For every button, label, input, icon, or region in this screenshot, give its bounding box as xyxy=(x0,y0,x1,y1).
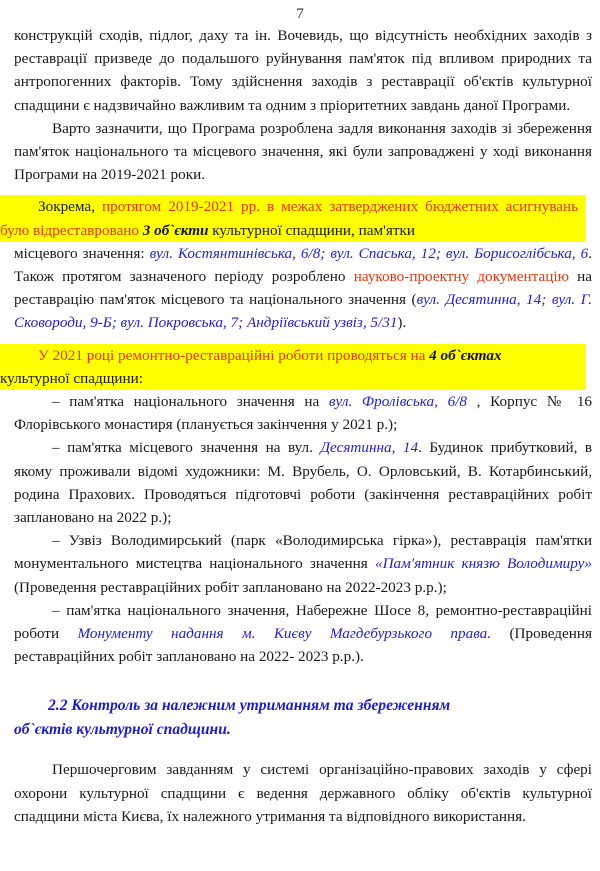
bullet-1-post: . Будинок прибутковий, в якому проживали відомі художники: М. Врубель, О. Орловський, В. Котарбинський, родина Прахових. Проводяться підготовчі роботи (закінчення реставраційних робіт заплановано на 2022 р.); xyxy=(14,439,593,527)
bullet-0-address: вул. Фролівська, 6/8 xyxy=(328,393,467,411)
hl1-lead: Зокрема, xyxy=(38,198,95,216)
bullet-dash: – xyxy=(52,393,60,411)
paragraph-closing: Першочерговим завданням у системі організаційно-правових заходів у сфері охорони культурної спадщини є ведення державного обліку об'єктів культурної спадщини міста Києва, їх належного утримання та відповідного використання. xyxy=(14,761,592,825)
bullet-dash: – xyxy=(52,439,60,457)
hl2-bold-count: 4 об`єктах xyxy=(429,346,502,364)
addr-pre: місцевого значення: xyxy=(14,244,145,262)
red-documentation-run: науково-проектну документацію xyxy=(353,268,569,286)
bullet-0-post: , Корпус № 16 Флорівського монастиря (планується закінчення у 2021 р.); xyxy=(14,393,593,434)
paragraph-program-note: Варто зазначити, що Програма розроблена задля виконання заходів зі збереження пам'яток національного та місцевого значення, які були запроваджені у ході виконання Програми на 2019-2021 роки. xyxy=(14,119,592,184)
addr-mid2: на реставрацію пам'яток місцевого та національного значення ( xyxy=(14,268,592,309)
page-number: 7 xyxy=(296,6,304,22)
bullet-2-monument: «Пам'ятник князю Володимиру» xyxy=(374,555,592,573)
list-item xyxy=(14,529,592,599)
document-body-2 xyxy=(0,242,600,335)
section-title-line-2: об`єктів культурної спадщини. xyxy=(14,721,231,739)
paragraph-intro: конструкцій сходів, підлог, даху та ін. Вочевидь, що відсутність необхідних заходів з реставрації призведе до подальшого руйнування пам'яток під впливом природних та антропогенних факторів. Тому здійснення заходів з реставрації об'єктів культурної спадщини є надзвичайно важливим та одним з пріоритетних завдань даної Програми. xyxy=(14,27,592,114)
addresses-restored: вул. Костянтинівська, 6/8; вул. Спаська, 12; вул. Борисоглібська, 6 xyxy=(149,244,589,262)
list-item xyxy=(14,390,592,436)
bullet-3-post: (Проведення реставраційних робіт заплановано на 2022- 2023 р.р.). xyxy=(14,625,592,666)
addr-tail: ). xyxy=(397,314,407,332)
bullet-dash: – xyxy=(52,601,60,619)
highlight-2-text xyxy=(0,344,578,390)
list-item xyxy=(14,436,592,529)
spacer xyxy=(14,668,592,694)
bullet-0-pre: пам'ятка національного значення на xyxy=(69,393,320,411)
bullet-2-post: (Проведення реставраційних робіт заплановано на 2022-2023 р.р.); xyxy=(14,578,447,596)
bullet-3-pre: пам'ятка національного значення, Набережне Шосе 8, ремонтно-реставраційні роботи xyxy=(14,601,593,643)
section-number: 2.2 xyxy=(48,697,68,715)
hl1-bold-count: 3 об`єкти xyxy=(142,221,209,239)
bullet-2-pre: Узвіз Володимирський (парк «Володимирська гірка»), реставрація пам'ятки монументального мистецтва національного значення xyxy=(14,532,593,573)
document-body-3 xyxy=(0,390,600,828)
spacer xyxy=(0,186,600,195)
paragraph-addresses xyxy=(14,242,592,335)
bullet-1-address: Десятинна, 14 xyxy=(320,439,419,457)
hl2-second-line: культурної спадщини: xyxy=(0,369,144,387)
bullet-dash: – xyxy=(52,532,60,550)
spacer xyxy=(14,742,592,758)
bullet-3-monument: Монументу надання м. Києву Магдебурзького права. xyxy=(77,625,492,643)
document-body xyxy=(0,24,600,186)
highlight-1-text xyxy=(0,195,578,241)
spacer xyxy=(0,335,600,344)
hl1-red-run: протягом 2019-2021 рр. в межах затверджених бюджетних асигнувань було відреставровано xyxy=(0,198,579,239)
addr-mid: . Також протягом зазначеного періоду розроблено xyxy=(14,244,592,286)
bullet-1-pre: пам'ятка місцевого значення на вул. xyxy=(67,439,313,457)
addresses-documentation: вул. Десятинна, 14; вул. Г. Сковороди, 9-Б; вул. Покровська, 7; Андріївський узвіз, 5/31 xyxy=(14,291,592,332)
section-heading-2-2 xyxy=(14,694,592,742)
list-item xyxy=(14,599,592,669)
hl2-red-run: У 2021 році ремонтно-реставраційні роботи проводяться на xyxy=(38,346,426,364)
section-title-line-1: Контроль за належним утриманням та збереженням xyxy=(71,697,451,715)
highlight-block-restored-objects xyxy=(0,195,586,241)
highlight-block-2021-works xyxy=(0,344,586,390)
hl1-tail: культурної спадщини, пам'ятки xyxy=(212,221,415,239)
